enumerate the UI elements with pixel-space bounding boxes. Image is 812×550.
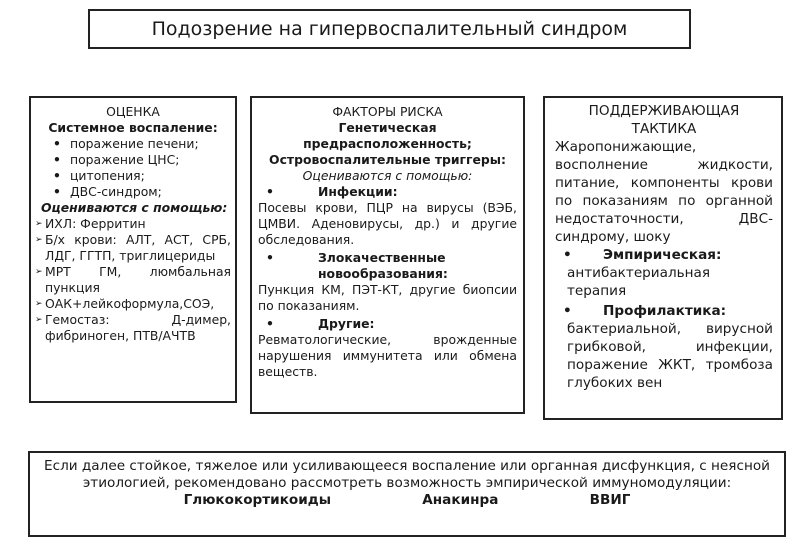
list-item: • цитопения; [53, 168, 231, 184]
systemic-inflammation-list [35, 136, 231, 200]
infections-text: Посевы крови, ПЦР на вирусы (ВЭБ, ЦМВИ. Аденовирусы, др.) и другие обследования. [258, 200, 517, 247]
prophylaxis-text: бактериальной, вирусной грибковой, инфекции, поражение ЖКТ, тромбоза глубоких вен [567, 321, 773, 391]
list-item: ➢ Гемостаз: Д-димер, фибриноген, ПТВ/АЧТВ [35, 312, 231, 344]
risk-evaluated-heading: Оцениваются с помощью: [302, 168, 473, 183]
therapy-glucocorticoids: Глюкокортикоиды [183, 492, 332, 508]
list-item: ➢ МРТ ГМ, люмбальная пункция [35, 264, 231, 296]
list-item: • поражение печени; [53, 136, 231, 152]
genetic-predisposition: Генетическая предрасположенность; [303, 120, 472, 151]
infections-label: • Инфекции: [258, 184, 517, 200]
empiric-label: • Эмпирическая: [555, 246, 773, 264]
assessment-heading: ОЦЕНКА [106, 104, 160, 119]
title-box [88, 9, 691, 49]
assessment-evaluated-heading: Оцениваются с помощью: [41, 200, 228, 215]
prophylaxis-label: • Профилактика: [555, 302, 773, 320]
risk-factors-box [250, 96, 525, 414]
other-label: • Другие: [258, 316, 517, 332]
assessment-box [29, 96, 237, 403]
therapy-anakinra: Анакинра [422, 492, 499, 508]
malignancy-text: Пункция КМ, ПЭТ-КТ, другие биопсии по показаниям. [258, 282, 517, 313]
malignancy-label: • Злокачественные новообразования: [258, 250, 517, 282]
immunomodulation-box [28, 451, 786, 537]
empiric-text: антибактериальная терапия [567, 265, 711, 299]
immunomodulation-text: Если далее стойкое, тяжелое или усиливающееся воспаление или органная дисфункция, с неясной этиологией, рекомендовано рассмотреть возможность эмпирической иммуномодуляции: [44, 458, 770, 491]
list-item: ➢ ОАК+лейкоформула,СОЭ, [35, 296, 231, 312]
systemic-inflammation-heading: Системное воспаление: [48, 120, 218, 135]
risk-factors-heading: ФАКТОРЫ РИСКА [332, 104, 443, 119]
triggers-heading: Островоспалительные триггеры: [269, 152, 506, 167]
therapy-ivig: ВВИГ [589, 492, 631, 508]
list-item: • поражение ЦНС; [53, 152, 231, 168]
other-text: Ревматологические, врожденные нарушения иммунитета или обмена веществ. [258, 332, 517, 379]
therapies-row [38, 492, 776, 509]
supportive-intro: Жаропонижающие, восполнение жидкости, питание, компоненты крови по показаниям по органной недостаточности, ДВС-синдрому, шоку [555, 139, 773, 245]
supportive-heading: ПОДДЕРЖИВАЮЩАЯ ТАКТИКА [588, 103, 740, 137]
supportive-box [543, 96, 783, 420]
list-item: ➢ ИХЛ: Ферритин [35, 216, 231, 232]
page-title: Подозрение на гипервоспалительный синдром [151, 18, 628, 40]
list-item: ➢ Б/х крови: АЛТ, АСТ, СРБ, ЛДГ, ГГТП, триглицериды [35, 232, 231, 264]
assessment-tests-list [35, 216, 231, 344]
list-item: • ДВС-синдром; [53, 184, 231, 200]
